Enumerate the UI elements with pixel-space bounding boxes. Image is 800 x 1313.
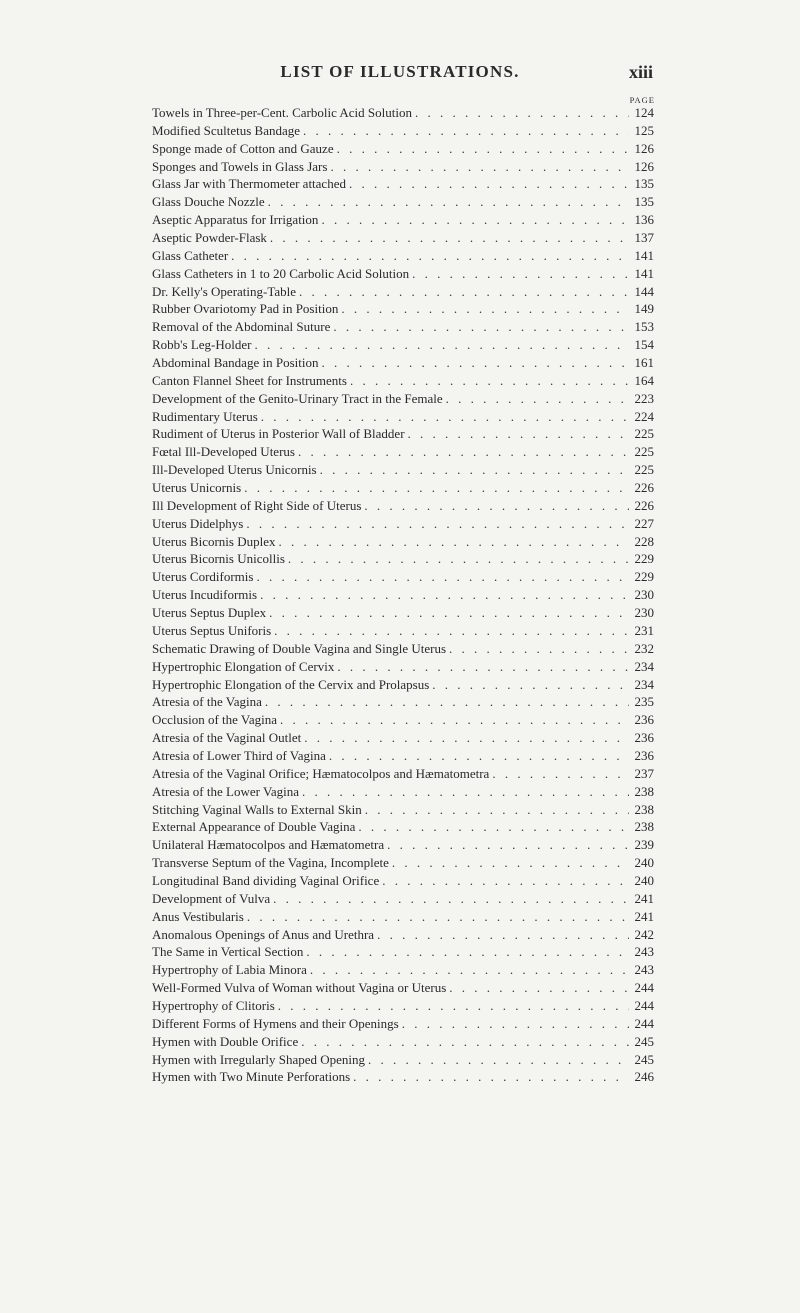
dot-leader [273,891,629,907]
list-item [152,141,654,159]
list-item [152,873,654,891]
illustration-page-number: 236 [634,747,654,763]
dot-leader [349,176,629,192]
list-item [152,1069,654,1087]
illustration-page-number: 136 [634,212,654,228]
illustration-title: Hymen with Two Minute Perforations [152,1069,351,1085]
list-item [152,534,654,552]
page-column-label: PAGE [629,95,655,105]
dot-leader [280,712,629,728]
list-item [152,998,654,1016]
list-item [152,677,654,695]
dot-leader [377,927,629,943]
list-item [152,659,654,677]
illustration-page-number: 223 [634,390,654,406]
illustration-page-number: 241 [634,908,654,924]
illustration-page-number: 243 [634,944,654,960]
illustration-page-number: 234 [634,658,654,674]
list-item [152,1016,654,1034]
illustration-title: Stitching Vaginal Walls to External Skin [152,801,362,817]
illustration-title: Hypertrophy of Clitoris [152,997,275,1013]
illustration-title: Modified Scultetus Bandage [152,122,301,138]
illustration-page-number: 244 [634,980,654,996]
list-item [152,1052,654,1070]
dot-leader [412,266,629,282]
illustration-page-number: 141 [634,265,654,281]
list-item [152,766,654,784]
illustration-page-number: 240 [634,872,654,888]
illustration-page-number: 154 [634,337,654,353]
illustration-page-number: 227 [634,515,654,531]
illustration-title: Rudiment of Uterus in Posterior Wall of Bladder [152,426,405,442]
illustration-title: Atresia of Lower Third of Vagina [152,747,326,763]
illustration-page-number: 226 [634,480,654,496]
dot-leader [402,1016,629,1032]
illustration-page-number: 124 [634,105,654,120]
list-item [152,105,654,123]
illustration-title: Uterus Didelphys [152,515,244,531]
illustration-title: Removal of the Abdominal Suture [152,319,331,335]
illustration-title: Sponge made of Cotton and Gauze [152,140,334,156]
list-item [152,623,654,641]
illustration-title: Glass Jar with Thermometer attached [152,176,346,192]
list-item [152,641,654,659]
dot-leader [449,641,629,657]
dot-leader [365,802,629,818]
list-item [152,730,654,748]
illustration-title: Well-Formed Vulva of Woman without Vagina or Uterus [152,980,447,996]
illustration-title: External Appearance of Double Vagina [152,819,356,835]
illustration-page-number: 244 [634,997,654,1013]
list-item [152,462,654,480]
illustration-title: Atresia of the Vaginal Outlet [152,730,302,746]
illustration-title: Hypertrophy of Labia Minora [152,962,307,978]
list-item [152,605,654,623]
list-item [152,587,654,605]
illustration-page-number: 225 [634,462,654,478]
dot-leader [270,230,629,246]
list-item [152,837,654,855]
illustration-title: Anomalous Openings of Anus and Urethra [152,926,375,942]
illustration-title: Aseptic Powder-Flask [152,230,267,246]
illustration-title: Transverse Septum of the Vagina, Incomplete [152,855,389,871]
illustration-title: Aseptic Apparatus for Irrigation [152,212,319,228]
illustration-title: Towels in Three-per-Cent. Carbolic Acid Solution [152,105,412,120]
illustration-page-number: 239 [634,837,654,853]
dot-leader [231,248,629,264]
dot-leader [302,784,629,800]
illustration-title: Sponges and Towels in Glass Jars [152,158,328,174]
dot-leader [247,909,629,925]
illustration-page-number: 137 [634,230,654,246]
illustration-title: Longitudinal Band dividing Vaginal Orifice [152,872,380,888]
illustration-title: Glass Catheter [152,247,229,263]
list-item [152,551,654,569]
list-item [152,819,654,837]
illustration-page-number: 237 [634,765,654,781]
list-item [152,176,654,194]
dot-leader [254,337,629,353]
list-item [152,248,654,266]
dot-leader [310,962,629,978]
list-item [152,784,654,802]
list-item [152,355,654,373]
dot-leader [492,766,629,782]
illustration-page-number: 235 [634,694,654,710]
list-item [152,337,654,355]
dot-leader [261,409,629,425]
list-item [152,909,654,927]
illustration-title: Uterus Bicornis Unicollis [152,551,285,567]
list-item [152,980,654,998]
illustration-page-number: 229 [634,551,654,567]
list-item [152,426,654,444]
dot-leader [244,480,629,496]
illustration-page-number: 149 [634,301,654,317]
illustration-title: Canton Flannel Sheet for Instruments [152,372,347,388]
illustration-page-number: 225 [634,444,654,460]
illustration-page-number: 135 [634,194,654,210]
illustration-page-number: 126 [634,158,654,174]
dot-leader [321,212,629,228]
illustration-page-number: 228 [634,533,654,549]
illustration-page-number: 238 [634,819,654,835]
illustration-page-number: 225 [634,426,654,442]
dot-leader [298,444,629,460]
dot-leader [358,819,629,835]
dot-leader [321,355,629,371]
illustration-page-number: 245 [634,1033,654,1049]
list-item [152,284,654,302]
list-item [152,266,654,284]
list-item [152,194,654,212]
illustration-title: Development of Vulva [152,890,271,906]
list-item [152,319,654,337]
dot-leader [330,159,629,175]
illustration-page-number: 164 [634,372,654,388]
list-item [152,444,654,462]
illustration-title: Unilateral Hæmatocolpos and Hæmatometra [152,837,385,853]
dot-leader [320,462,629,478]
list-item [152,712,654,730]
list-item [152,230,654,248]
dot-leader [350,373,629,389]
list-item [152,516,654,534]
illustration-page-number: 232 [634,640,654,656]
list-item [152,409,654,427]
dot-leader [306,944,629,960]
dot-leader [387,837,629,853]
illustration-page-number: 224 [634,408,654,424]
illustration-title: Abdominal Bandage in Position [152,355,319,371]
dot-leader [299,284,629,300]
dot-leader [265,694,629,710]
illustration-page-number: 236 [634,712,654,728]
illustration-page-number: 153 [634,319,654,335]
illustrations-list [152,105,654,1087]
dot-leader [432,677,629,693]
list-item [152,748,654,766]
dot-leader [288,551,629,567]
illustration-title: Atresia of the Vagina [152,694,262,710]
illustration-title: Robb's Leg-Holder [152,337,252,353]
illustration-title: Hymen with Double Orifice [152,1033,299,1049]
illustration-title: Atresia of the Vaginal Orifice; Hæmatocolpos and Hæmatometra [152,765,490,781]
list-item [152,802,654,820]
list-item [152,962,654,980]
illustration-title: Different Forms of Hymens and their Openings [152,1015,399,1031]
dot-leader [382,873,629,889]
list-item [152,480,654,498]
illustration-page-number: 141 [634,247,654,263]
illustration-title: Ill Development of Right Side of Uterus [152,497,362,513]
running-title: LIST OF ILLUSTRATIONS. [280,62,520,81]
list-item [152,855,654,873]
illustration-title: Rudimentary Uterus [152,408,258,424]
list-item [152,498,654,516]
list-item [152,212,654,230]
illustration-title: Glass Douche Nozzle [152,194,265,210]
dot-leader [392,855,629,871]
dot-leader [269,605,629,621]
illustration-title: Development of the Genito-Urinary Tract in the Female [152,390,443,406]
dot-leader [337,141,629,157]
dot-leader [268,194,629,210]
illustration-page-number: 236 [634,730,654,746]
illustration-page-number: 243 [634,962,654,978]
illustration-title: Uterus Septus Uniforis [152,622,272,638]
dot-leader [274,623,629,639]
illustration-page-number: 126 [634,140,654,156]
dot-leader [341,301,629,317]
dot-leader [368,1052,629,1068]
illustration-title: Ill-Developed Uterus Unicornis [152,462,317,478]
illustration-title: Hypertrophic Elongation of the Cervix and Prolapsus [152,676,430,692]
dot-leader [333,319,629,335]
list-item [152,1034,654,1052]
dot-leader [246,516,629,532]
dot-leader [415,105,629,121]
illustration-title: Glass Catheters in 1 to 20 Carbolic Acid Solution [152,265,410,281]
illustration-page-number: 231 [634,622,654,638]
illustration-page-number: 245 [634,1051,654,1067]
illustration-title: Atresia of the Lower Vagina [152,783,300,799]
list-item [152,944,654,962]
illustration-page-number: 229 [634,569,654,585]
dot-leader [329,748,629,764]
illustration-page-number: 240 [634,855,654,871]
list-item [152,694,654,712]
illustration-title: Hymen with Irregularly Shaped Opening [152,1051,366,1067]
list-item [152,569,654,587]
illustration-page-number: 161 [634,355,654,371]
list-item [152,123,654,141]
illustration-page-number: 241 [634,890,654,906]
illustration-page-number: 238 [634,783,654,799]
illustration-title: Uterus Unicornis [152,480,242,496]
dot-leader [303,123,629,139]
illustration-title: The Same in Vertical Section [152,944,304,960]
dot-leader [301,1034,629,1050]
illustration-page-number: 238 [634,801,654,817]
page-header [0,62,800,92]
illustration-title: Dr. Kelly's Operating-Table [152,283,297,299]
illustration-page-number: 242 [634,926,654,942]
list-item [152,301,654,319]
illustration-title: Uterus Cordiformis [152,569,254,585]
illustration-title: Uterus Septus Duplex [152,605,267,621]
illustration-page-number: 226 [634,497,654,513]
illustration-page-number: 230 [634,605,654,621]
illustration-title: Schematic Drawing of Double Vagina and Single Uterus [152,640,446,656]
dot-leader [260,587,629,603]
illustration-title: Uterus Bicornis Duplex [152,533,276,549]
dot-leader [446,391,629,407]
dot-leader [353,1069,629,1085]
illustration-page-number: 246 [634,1069,654,1085]
list-item [152,927,654,945]
illustration-title: Anus Vestibularis [152,908,244,924]
illustration-title: Rubber Ovariotomy Pad in Position [152,301,339,317]
dot-leader [337,659,629,675]
list-item [152,391,654,409]
list-item [152,159,654,177]
dot-leader [449,980,629,996]
illustration-page-number: 234 [634,676,654,692]
dot-leader [304,730,629,746]
page-number: xiii [628,62,653,82]
illustration-title: Uterus Incudiformis [152,587,258,603]
dot-leader [278,534,629,550]
dot-leader [408,426,629,442]
dot-leader [256,569,629,585]
illustration-page-number: 230 [634,587,654,603]
illustration-title: Fœtal Ill-Developed Uterus [152,444,295,460]
list-item [152,891,654,909]
illustration-title: Hypertrophic Elongation of Cervix [152,658,335,674]
illustration-page-number: 125 [634,122,654,138]
dot-leader [364,498,629,514]
illustration-page-number: 144 [634,283,654,299]
illustration-page-number: 135 [634,176,654,192]
dot-leader [278,998,629,1014]
illustration-title: Occlusion of the Vagina [152,712,278,728]
list-item [152,373,654,391]
illustration-page-number: 244 [634,1015,654,1031]
